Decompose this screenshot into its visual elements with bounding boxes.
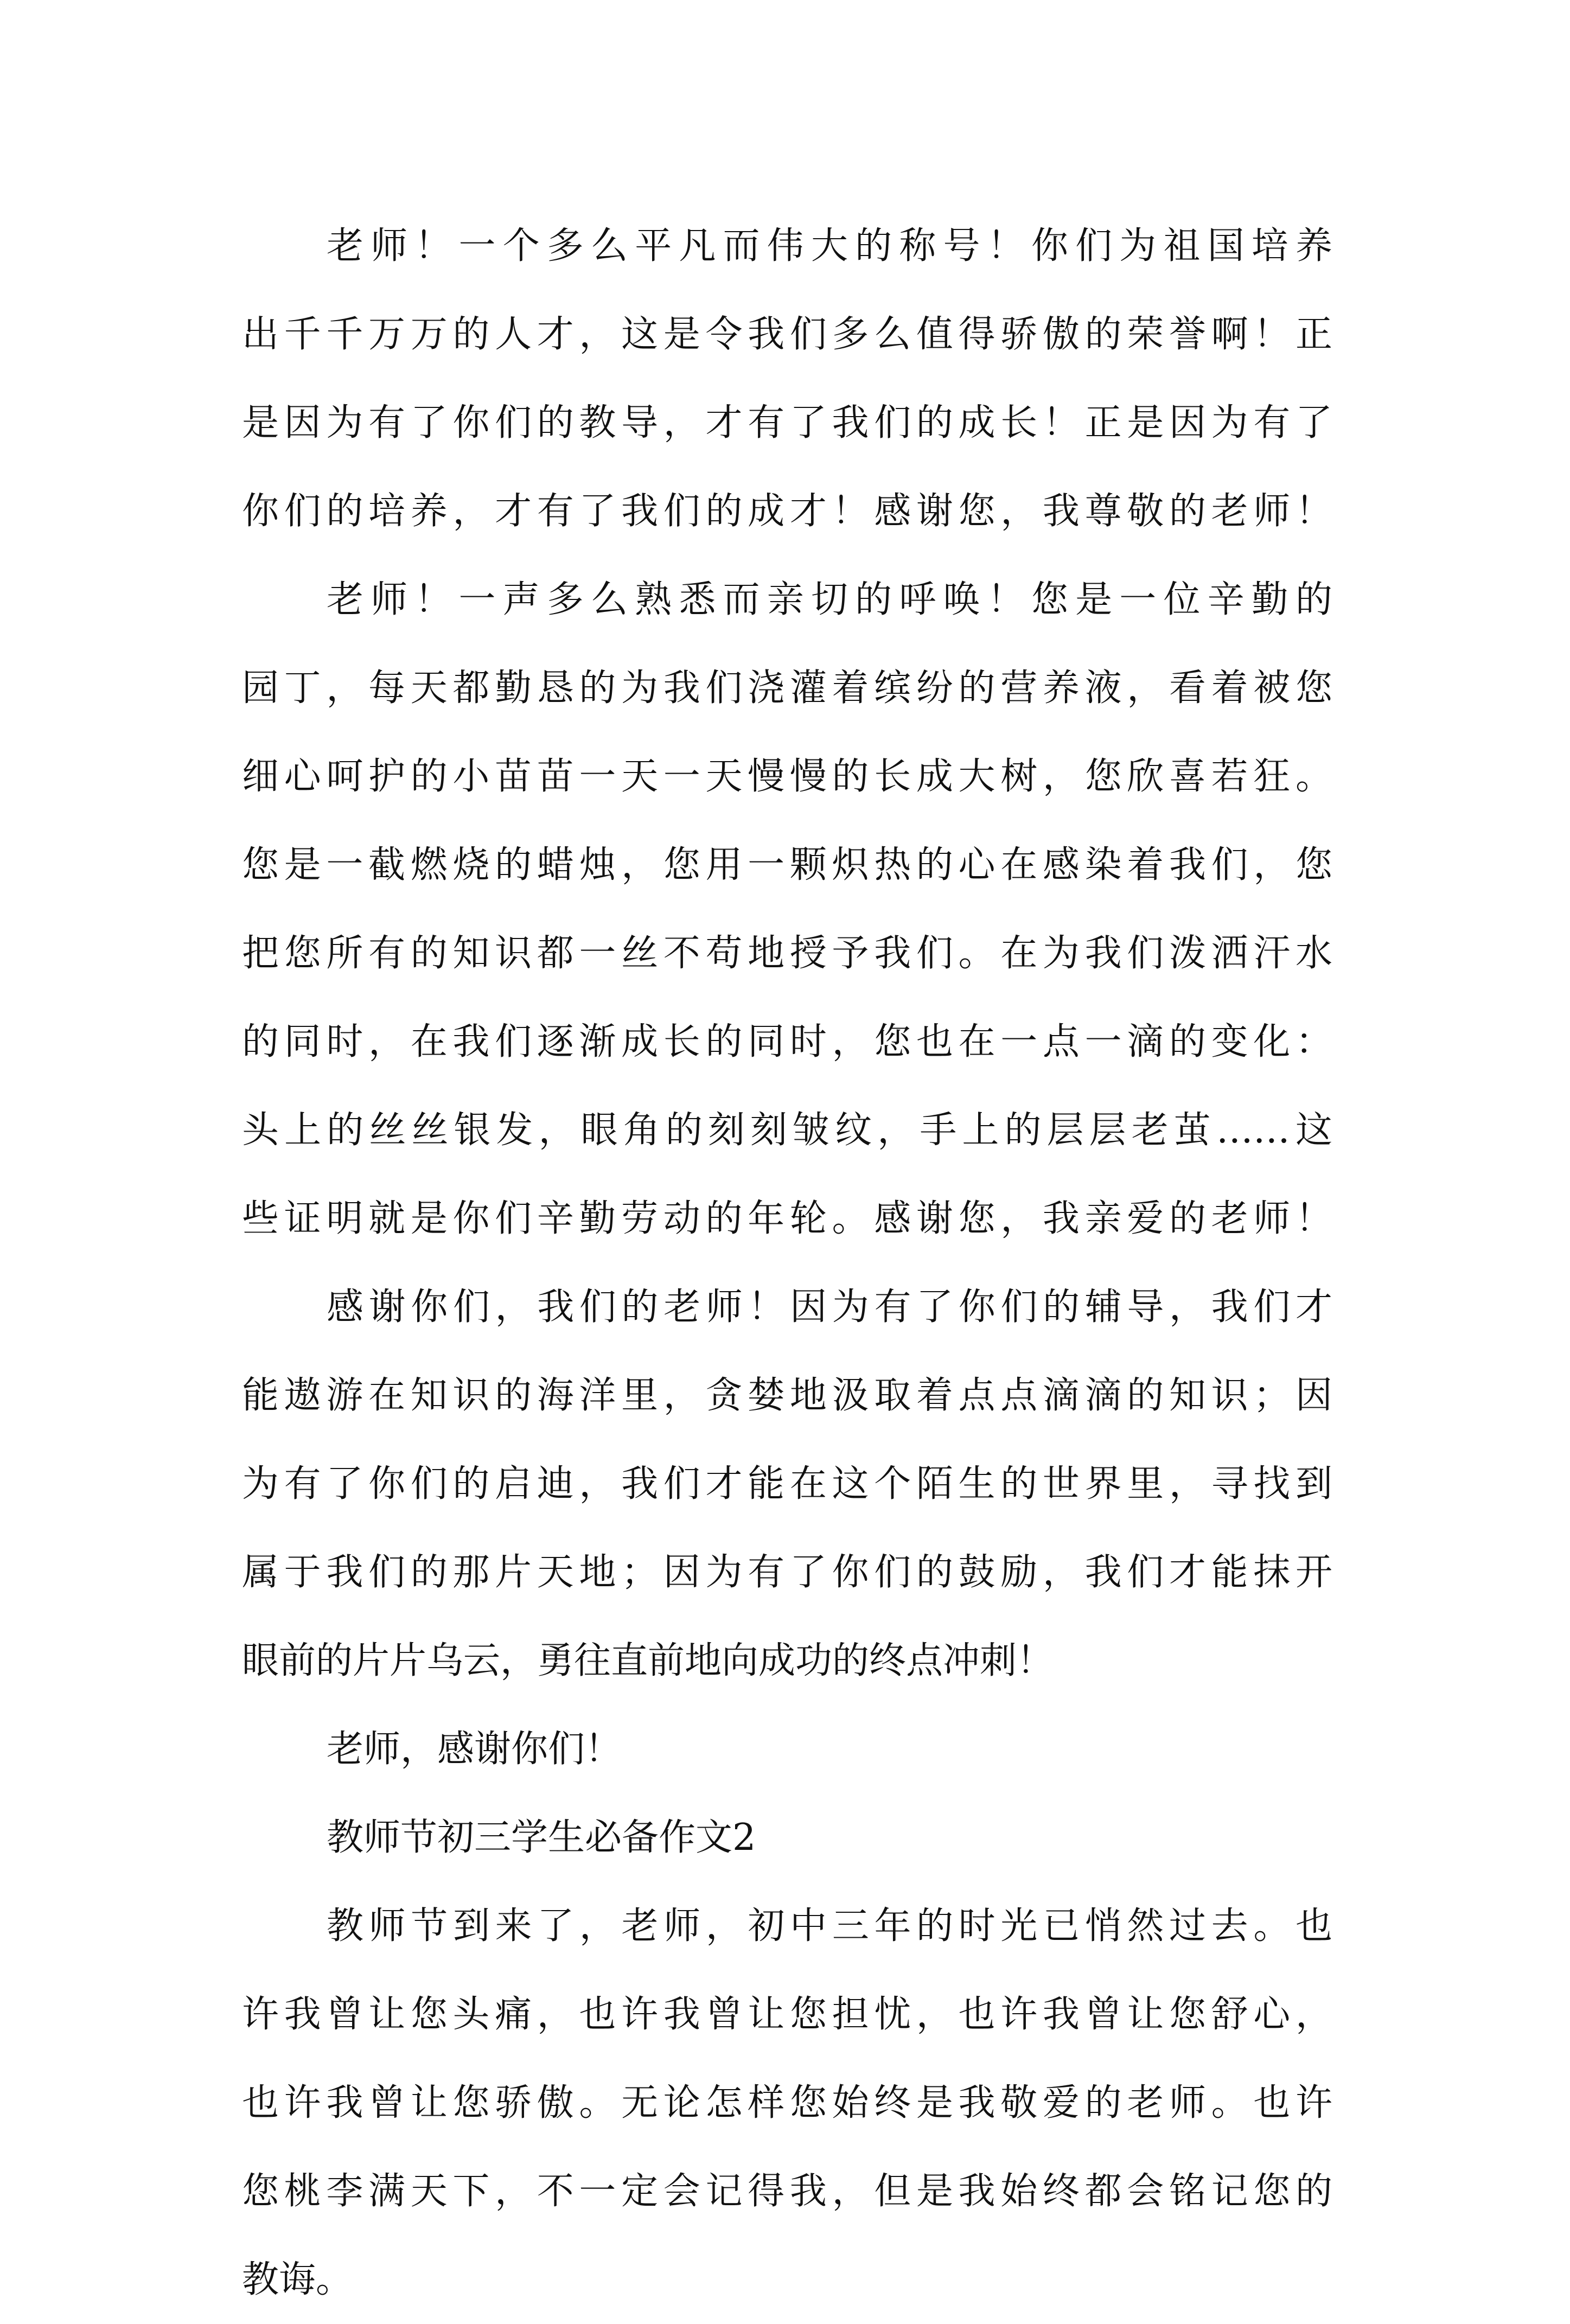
text-line: 头上的丝丝银发，眼角的刻刻皱纹，手上的层层老茧……这 [242,1109,1332,1152]
text-line: 你们的培养，才有了我们的成才！感谢您，我尊敬的老师！ [242,490,1332,533]
paragraph-essay-2-body [242,1882,1332,2324]
text-line: 把您所有的知识都一丝不苟地授予我们。在为我们泼洒汗水 [242,932,1332,975]
paragraph-closing-thanks [242,1705,1332,1793]
text-line: 园丁，每天都勤恳的为我们浇灌着缤纷的营养液，看着被您 [242,667,1332,710]
text-line: 感谢你们，我们的老师！因为有了你们的辅导，我们才 [327,1286,1332,1329]
text-line: 老师！一个多么平凡而伟大的称号！你们为祖国培养 [327,225,1332,267]
section-title: 教师节初三学生必备作文2 [327,1816,756,1859]
text-line: 老师！一声多么熟悉而亲切的呼唤！您是一位辛勤的 [327,578,1332,621]
text-line: 许我曾让您头痛，也许我曾让您担忧，也许我曾让您舒心， [242,1993,1332,2036]
text-line: 眼前的片片乌云，勇往直前地向成功的终点冲刺！ [242,1639,1054,1682]
text-line: 些证明就是你们辛勤劳动的年轮。感谢您，我亲爱的老师！ [242,1197,1332,1240]
document-body [242,202,1332,2324]
text-line: 老师，感谢你们！ [327,1728,622,1771]
text-line: 能遨游在知识的海洋里，贪婪地汲取着点点滴滴的知识；因 [242,1374,1332,1417]
text-line: 教师节到来了，老师，初中三年的时光已悄然过去。也 [327,1905,1332,1948]
essay-2-heading [242,1793,1332,1882]
text-line: 也许我曾让您骄傲。无论怎样您始终是我敬爱的老师。也许 [242,2082,1332,2124]
paragraph-teacher-gardener [242,556,1332,1263]
text-line: 教诲。 [242,2258,353,2301]
paragraph-thank-teachers [242,1263,1332,1705]
text-line: 的同时，在我们逐渐成长的同时，您也在一点一滴的变化： [242,1020,1332,1063]
text-line: 您是一截燃烧的蜡烛，您用一颗炽热的心在感染着我们，您 [242,844,1332,886]
paragraph-teacher-praise [242,202,1332,556]
text-line: 属于我们的那片天地；因为有了你们的鼓励，我们才能抹开 [242,1551,1332,1594]
text-line: 出千千万万的人才，这是令我们多么值得骄傲的荣誉啊！正 [242,313,1332,356]
text-line: 您桃李满天下，不一定会记得我，但是我始终都会铭记您的 [242,2170,1332,2213]
text-line: 为有了你们的启迪，我们才能在这个陌生的世界里，寻找到 [242,1463,1332,1505]
text-line: 是因为有了你们的教导，才有了我们的成长！正是因为有了 [242,401,1332,444]
text-line: 细心呵护的小苗苗一天一天慢慢的长成大树，您欣喜若狂。 [242,755,1332,798]
